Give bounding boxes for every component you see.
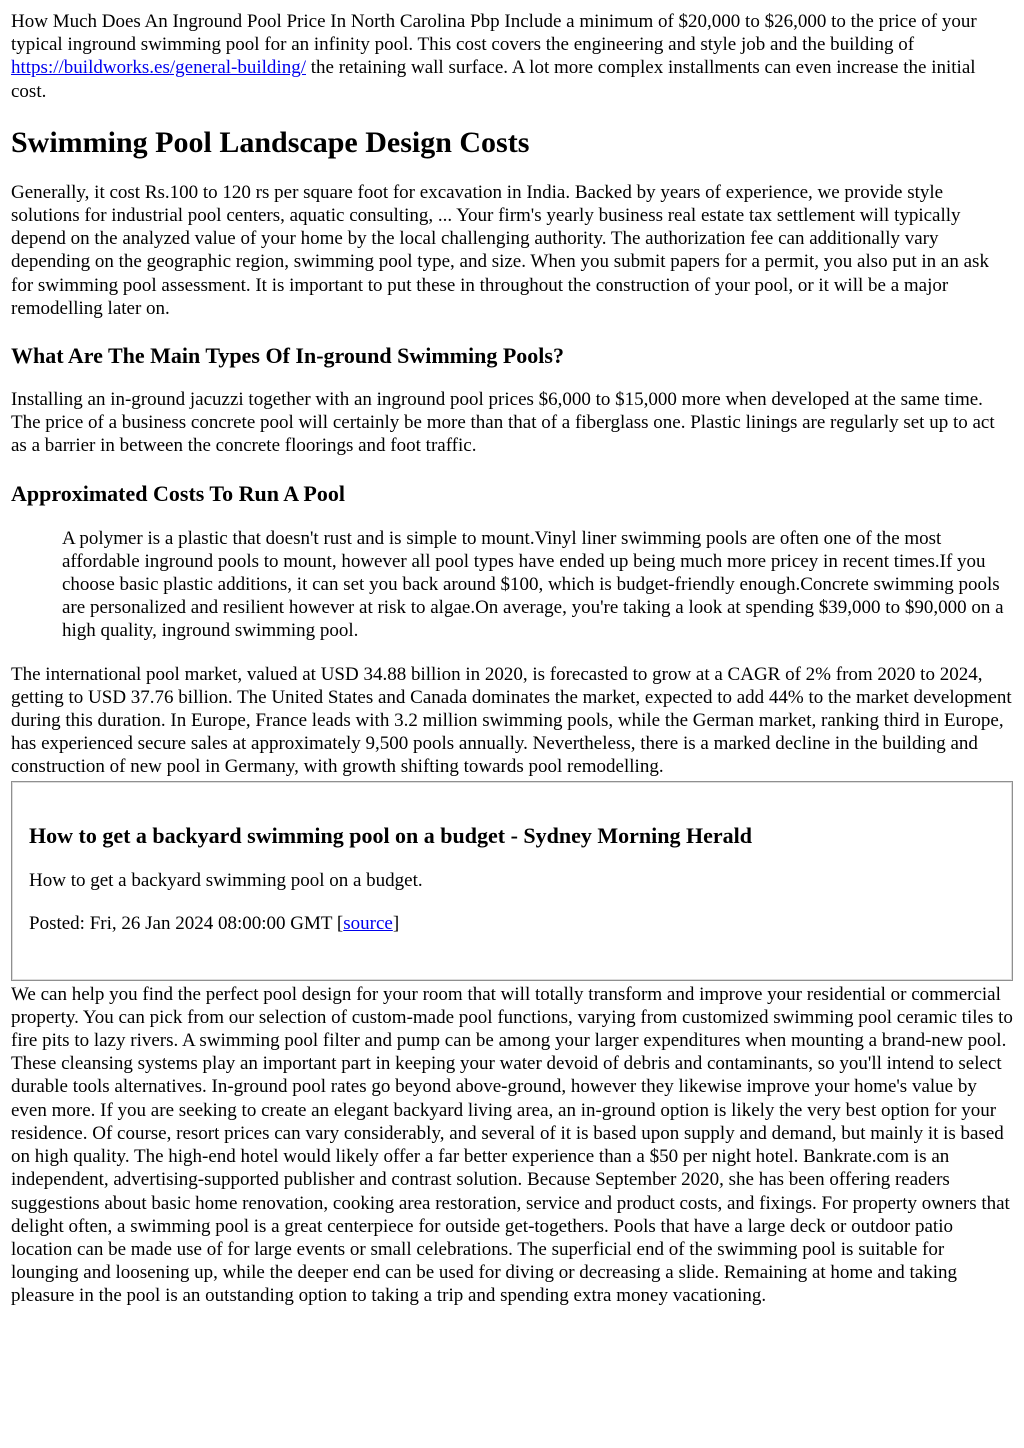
intro-text-before-link: How Much Does An Inground Pool Price In North Carolina Pbp Include a minimum of $20,000 to $26,000 to the price of your typical inground swimming pool for an infinity pool. This cost covers the engineering and style job and the building of <box>11 11 977 56</box>
news-posted-suffix: ] <box>392 912 400 934</box>
closing-paragraph: We can help you find the perfect pool design for your room that will totally transform and improve your residential or commercial property. You can pick from our selection of custom-made pool functions, varying from customized swimming pool ceramic tiles to fire pits to lazy rivers. A swimming pool filter and pump can be among your larger expenditures when mounting a brand-new pool. These cleansing systems play an important part in keeping your water devoid of debris and contaminants, so you'll intend to select durable tools alternatives. In-ground pool rates go beyond above-ground, however they likewise improve your home's value by even more. If you are seeking to create an elegant backyard living area, an in-ground option is likely the very best option for your residence. Of course, resort prices can vary considerably, and several of it is based upon supply and demand, but mainly it is based on high quality. The high-end hotel would likely offer a far better experience than a $50 per night hotel. Bankrate.com is an independent, advertising-supported publisher and contrast solution. Because September 2020, she has been offering readers suggestions about basic home renovation, cooking area restoration, service and product costs, and fixings. For property owners that delight often, a swimming pool is a great centerpiece for outside get-togethers. Pools that have a large deck or outdoor patio location can be made use of for large events or small celebrations. The superficial end of the swimming pool is suitable for lounging and loosening up, while the deeper end can be used for diving or decreasing a slide. Remaining at home and taking pleasure in the pool is an outstanding option to taking a trip and spending extra money vacationing. <box>11 983 1013 1307</box>
intro-text-after-link: the retaining wall surface. A lot more complex installments can even increase the initial cost. <box>11 57 976 102</box>
section-heading-landscape-design: Swimming Pool Landscape Design Costs <box>11 125 530 159</box>
news-posted-line <box>29 912 995 935</box>
section-heading-pool-types: What Are The Main Types Of In-ground Swimming Pools? <box>11 343 564 369</box>
news-source-link[interactable]: source <box>343 912 393 934</box>
news-summary: How to get a backyard swimming pool on a budget. <box>29 869 423 891</box>
general-building-link[interactable]: https://buildworks.es/general-building/ <box>11 57 306 79</box>
intro-paragraph <box>11 10 1013 103</box>
news-card <box>11 781 1013 981</box>
landscape-design-paragraph: Generally, it cost Rs.100 to 120 rs per square foot for excavation in India. Backed by years of experience, we provide style solutions for industrial pool centers, aquatic consulting, ... Your firm's yearly business real estate tax settlement will typically depend on the analyzed value of your home by the local challenging authority. The authorization fee can additionally vary depending on the geographic region, swimming pool type, and size. When you submit papers for a permit, you also put in an ask for swimming pool assessment. It is important to put these in throughout the construction of your pool, or it will be a major remodelling later on. <box>11 181 989 319</box>
running-costs-quote: A polymer is a plastic that doesn't rust and is simple to mount.Vinyl liner swimming pools are often one of the most affordable inground pools to mount, however all pool types have ended up being much more pricey in recent times.If you choose basic plastic additions, it can set you back around $100, which is budget-friendly enough.Concrete swimming pools are personalized and resilient however at risk to algae.On average, you're taking a look at spending $39,000 to $90,000 on a high quality, inground swimming pool. <box>62 527 1004 642</box>
pool-market-paragraph: The international pool market, valued at USD 34.88 billion in 2020, is forecasted to grow at a CAGR of 2% from 2020 to 2024, getting to USD 37.76 billion. The United States and Canada dominates the market, expected to add 44% to the market development during this duration. In Europe, France leads with 3.2 million swimming pools, while the German market, ranking third in Europe, has experienced secure sales at approximately 9,500 pools annually. Nevertheless, there is a marked decline in the building and construction of new pool in Germany, with growth shifting towards pool remodelling. <box>11 663 1012 778</box>
news-posted-date: Posted: Fri, 26 Jan 2024 08:00:00 GMT [ <box>29 912 344 934</box>
pool-types-paragraph: Installing an in-ground jacuzzi together with an inground pool prices $6,000 to $15,000 more when developed at the same time. The price of a business concrete pool will certainly be more than that of a fiberglass one. Plastic linings are regularly set up to act as a barrier in between the concrete floorings and foot traffic. <box>11 389 995 457</box>
section-heading-running-costs: Approximated Costs To Run A Pool <box>11 480 345 506</box>
news-title: How to get a backyard swimming pool on a budget - Sydney Morning Herald <box>29 822 752 848</box>
